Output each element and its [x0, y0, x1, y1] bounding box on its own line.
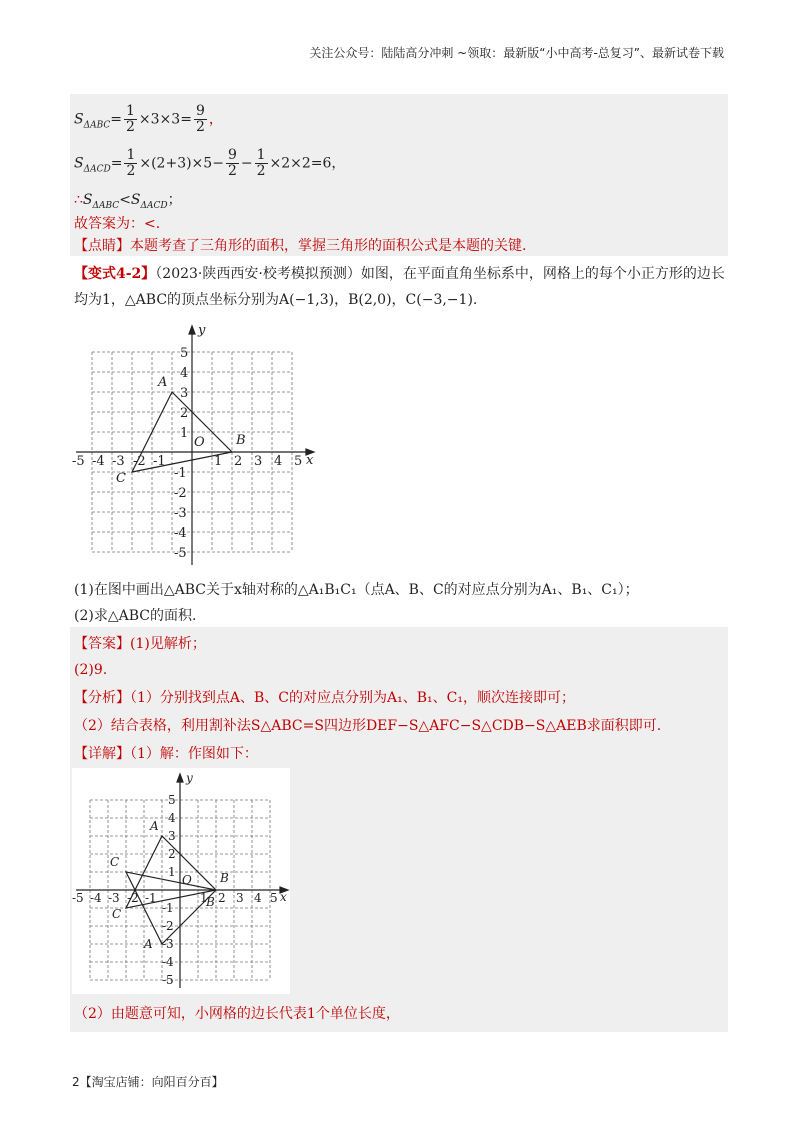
svg-text:-3: -3: [112, 454, 125, 469]
problem-line-2: 均为1，△ABC的顶点坐标分别为A(−1,3)，B(2,0)，C(−3,−1).: [74, 292, 478, 308]
svg-text:-5: -5: [72, 454, 85, 469]
point-c-label: C: [116, 471, 126, 486]
origin-label: O: [194, 435, 205, 450]
svg-text:-3: -3: [174, 506, 187, 521]
question-2: (2)求△ABC的面积.: [74, 608, 197, 624]
svg-text:1: 1: [180, 426, 189, 441]
comment-line: 【点睛】本题考查了三角形的面积，掌握三角形的面积公式是本题的关键.: [74, 238, 527, 254]
problem-line-1: 【变式4-2】（2023·陕西西安·校考模拟预测）如图，在平面直角坐标系中，网格上的每个小正方形的边长: [74, 266, 725, 282]
origin-label: O: [182, 873, 192, 887]
svg-text:-5: -5: [162, 973, 174, 987]
svg-text:2: 2: [234, 454, 243, 469]
svg-text:4: 4: [180, 366, 189, 381]
detail-line: 【详解】（1）解：作图如下：: [74, 746, 258, 762]
svg-text:3: 3: [180, 386, 189, 401]
svg-text:-2: -2: [133, 454, 146, 469]
analysis-2: （2）结合表格，利用割补法S△ABC=S四边形DEF−S△AFC−S△CDB−S△AEB求面积即可.: [74, 718, 662, 734]
point-a-label: A: [158, 375, 168, 390]
svg-text:5: 5: [168, 793, 176, 807]
svg-text:1: 1: [214, 454, 223, 469]
svg-text:5: 5: [180, 346, 189, 361]
svg-text:-2: -2: [127, 891, 139, 905]
y-axis-label: y: [186, 771, 193, 785]
coordinate-figure-1: [70, 320, 330, 568]
svg-text:-1: -1: [145, 891, 157, 905]
svg-text:-1: -1: [174, 466, 187, 481]
point-c1-label: C: [110, 855, 120, 869]
y-axis-label: y: [198, 323, 206, 338]
svg-text:-2: -2: [174, 486, 187, 501]
point-b1-label: B: [206, 895, 215, 909]
svg-text:-5: -5: [174, 546, 187, 561]
svg-text:3: 3: [168, 829, 176, 843]
svg-text:-1: -1: [162, 901, 174, 915]
point-b-label: B: [236, 433, 246, 448]
svg-text:3: 3: [254, 454, 263, 469]
svg-text:-1: -1: [153, 454, 166, 469]
svg-text:-2: -2: [162, 919, 174, 933]
point-b-label: B: [220, 871, 229, 885]
svg-text:-4: -4: [92, 454, 105, 469]
part-2-line: （2）由题意可知，小网格的边长代表1个单位长度，: [74, 1006, 400, 1022]
analysis-1: 【分析】（1）分别找到点A、B、C的对应点分别为A₁、B₁、C₁，顺次连接即可；: [74, 690, 575, 706]
comparison-line: $\therefore S_{\Delta ABC}<S_{\Delta ACD}$；: [74, 192, 182, 211]
equation-s-acd: $S_{\Delta ACD}=$ $\frac{1}{2}$ ×(2+3)×5− $\frac{9}{2}$ − $\frac{1}{2}$ ×2×2=6，: [74, 147, 346, 179]
point-a-label: A: [150, 819, 159, 833]
answer-line: 故答案为：<.: [74, 216, 161, 232]
svg-text:-5: -5: [72, 891, 84, 905]
problem-tag: 【变式4-2】: [74, 266, 156, 282]
svg-text:-3: -3: [108, 891, 120, 905]
y-tick-labels: [174, 346, 188, 561]
x-axis-label: x: [306, 453, 314, 468]
x-axis-label: x: [280, 890, 287, 904]
page-header: 关注公众号：陆陆高分冲刺 ~领取：最新版“小中高考-总复习”、最新试卷下载: [309, 46, 724, 60]
answer-1: 【答案】(1)见解析；: [74, 636, 206, 652]
svg-text:2: 2: [218, 891, 226, 905]
svg-text:2: 2: [180, 406, 189, 421]
svg-text:-4: -4: [90, 891, 102, 905]
svg-text:1: 1: [200, 891, 208, 905]
svg-text:-4: -4: [174, 526, 187, 541]
svg-text:3: 3: [236, 891, 244, 905]
svg-text:4: 4: [274, 454, 283, 469]
equation-s-abc: $S_{\Delta ABC}=$ $\frac{1}{2}$ ×3×3= $\frac{9}{2}$ ，: [74, 103, 223, 135]
svg-text:2: 2: [168, 847, 176, 861]
point-a1-label: A: [144, 937, 153, 951]
page-footer: 2【淘宝店铺：向阳百分百】: [72, 1075, 224, 1089]
point-c-label: C: [112, 907, 122, 921]
svg-text:4: 4: [254, 891, 262, 905]
svg-text:-3: -3: [162, 937, 174, 951]
svg-text:4: 4: [168, 811, 176, 825]
coordinate-figure-2: [72, 770, 292, 992]
question-1: (1)在图中画出△ABC关于x轴对称的△A₁B₁C₁（点A、B、C的对应点分别为A₁、B₁、C₁）；: [74, 582, 639, 598]
svg-text:-4: -4: [162, 955, 174, 969]
svg-text:5: 5: [270, 891, 278, 905]
svg-text:1: 1: [168, 865, 176, 879]
answer-2: (2)9.: [74, 662, 108, 678]
svg-text:5: 5: [294, 454, 303, 469]
